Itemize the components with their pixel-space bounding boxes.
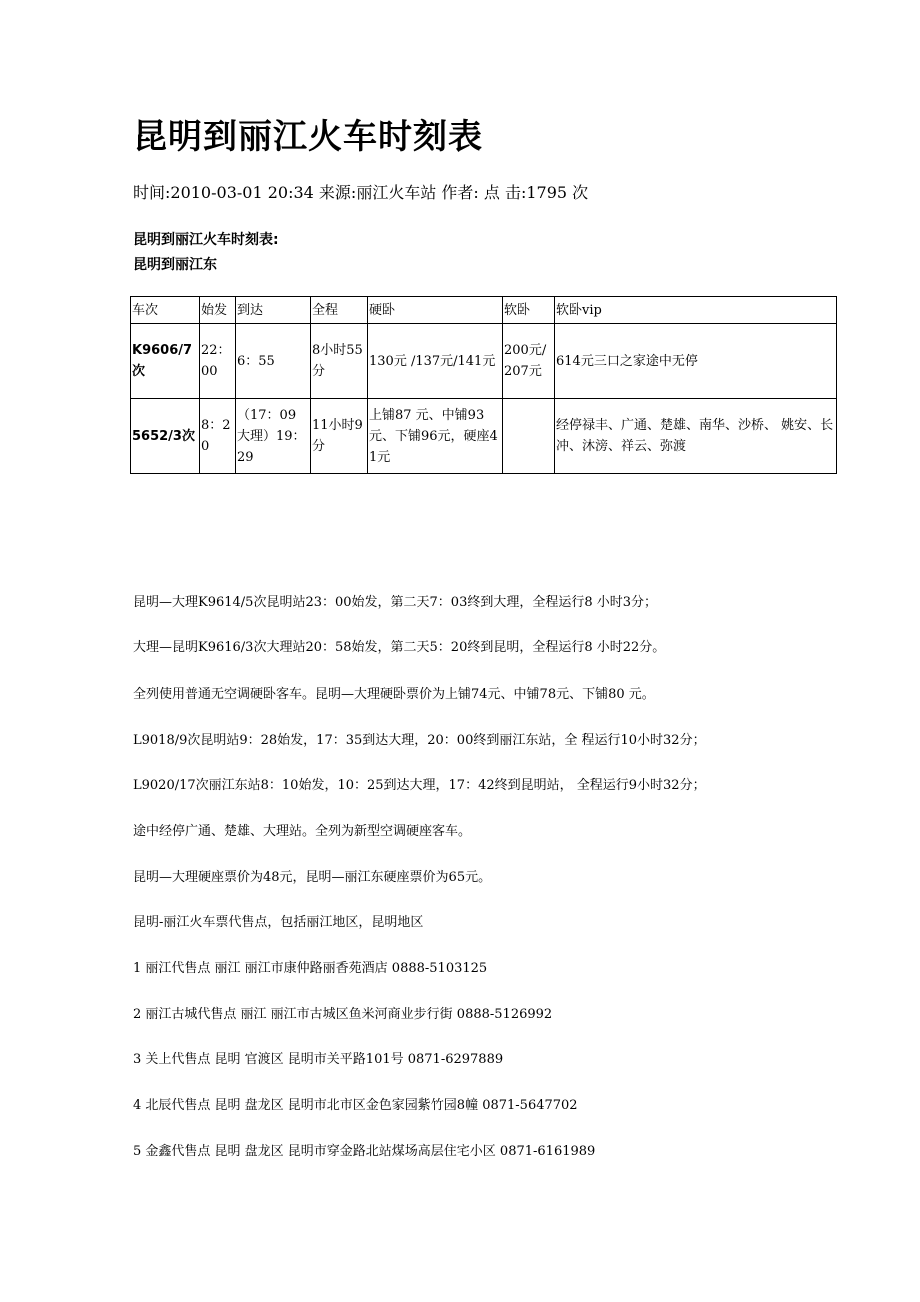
depart-cell: 22：00 bbox=[200, 324, 236, 399]
list-item: 1 丽江代售点 丽江 丽江市康仲路丽香苑酒店 0888-5103125 bbox=[133, 961, 488, 976]
list-item: 4 北辰代售点 昆明 盘龙区 昆明市北市区金色家园紫竹园8幢 0871-5647702 bbox=[133, 1098, 578, 1113]
hard-sleeper-cell: 130元 /137元/141元 bbox=[368, 324, 503, 399]
table-row bbox=[131, 399, 837, 474]
train-number-cell: 5652/3次 bbox=[131, 399, 200, 474]
header-cell-train: 车次 bbox=[131, 297, 200, 324]
soft-sleeper-cell: 200元/207元 bbox=[503, 324, 555, 399]
paragraph-stops: 途中经停广通、楚雄、大理站。全列为新型空调硬座客车。 bbox=[133, 824, 472, 839]
table-header-row bbox=[131, 297, 837, 324]
paragraph-route-dali-kunming: 大理—昆明K9616/3次大理站20：58始发，第二天5：20终到昆明，全程运行8 小时22分。 bbox=[133, 640, 666, 655]
soft-sleeper-vip-cell: 经停禄丰、广通、楚雄、南华、沙桥、 姚安、长冲、沐滂、祥云、弥渡 bbox=[555, 399, 837, 474]
header-cell-duration: 全程 bbox=[311, 297, 368, 324]
list-item: 2 丽江古城代售点 丽江 丽江市古城区鱼米河商业步行街 0888-5126992 bbox=[133, 1007, 553, 1022]
paragraph-route-kunming-dali: 昆明—大理K9614/5次昆明站23：00始发，第二天7：03终到大理，全程运行8 小时3分； bbox=[133, 595, 658, 610]
paragraph-seat-fares: 昆明—大理硬座票价为48元，昆明—丽江东硬座票价为65元。 bbox=[133, 870, 492, 885]
paragraph-sleeper-fares: 全列使用普通无空调硬卧客车。昆明—大理硬卧票价为上铺74元、中铺78元、下铺80 元。 bbox=[133, 687, 655, 702]
header-cell-hard-sleeper: 硬卧 bbox=[368, 297, 503, 324]
hard-sleeper-cell: 上铺87 元、中铺93元、下铺96元，硬座41元 bbox=[368, 399, 503, 474]
table-row bbox=[131, 324, 837, 399]
arrive-cell: 6：55 bbox=[236, 324, 311, 399]
list-item: 3 关上代售点 昆明 官渡区 昆明市关平路101号 0871-6297889 bbox=[133, 1052, 504, 1067]
list-item: 5 金鑫代售点 昆明 盘龙区 昆明市穿金路北站煤场高层住宅小区 0871-6161989 bbox=[133, 1144, 596, 1159]
train-number-cell: K9606/7次 bbox=[131, 324, 200, 399]
header-cell-depart: 始发 bbox=[200, 297, 236, 324]
soft-sleeper-vip-cell: 614元三口之家途中无停 bbox=[555, 324, 837, 399]
section-heading: 昆明到丽江火车时刻表: bbox=[133, 232, 279, 248]
paragraph-route-l9018: L9018/9次昆明站9：28始发，17：35到达大理，20：00终到丽江东站，全 程运行10小时32分； bbox=[133, 733, 706, 748]
header-cell-soft-sleeper-vip: 软卧vip bbox=[555, 297, 837, 324]
article-meta: 时间:2010-03-01 20:34 来源:丽江火车站 作者: 点 击:1795 次 bbox=[133, 183, 589, 202]
soft-sleeper-cell bbox=[503, 399, 555, 474]
arrive-cell: （17：09大理）19：29 bbox=[236, 399, 311, 474]
paragraph-agents-heading: 昆明-丽江火车票代售点，包括丽江地区，昆明地区 bbox=[133, 915, 424, 930]
depart-cell: 8：20 bbox=[200, 399, 236, 474]
route-heading: 昆明到丽江东 bbox=[133, 257, 217, 273]
page-title: 昆明到丽江火车时刻表 bbox=[133, 117, 483, 157]
duration-cell: 11小时9分 bbox=[311, 399, 368, 474]
header-cell-soft-sleeper: 软卧 bbox=[503, 297, 555, 324]
schedule-table bbox=[130, 296, 837, 474]
paragraph-route-l9020: L9020/17次丽江东站8：10始发，10：25到达大理，17：42终到昆明站， 全程运行9小时32分； bbox=[133, 778, 706, 793]
header-cell-arrive: 到达 bbox=[236, 297, 311, 324]
duration-cell: 8小时55分 bbox=[311, 324, 368, 399]
